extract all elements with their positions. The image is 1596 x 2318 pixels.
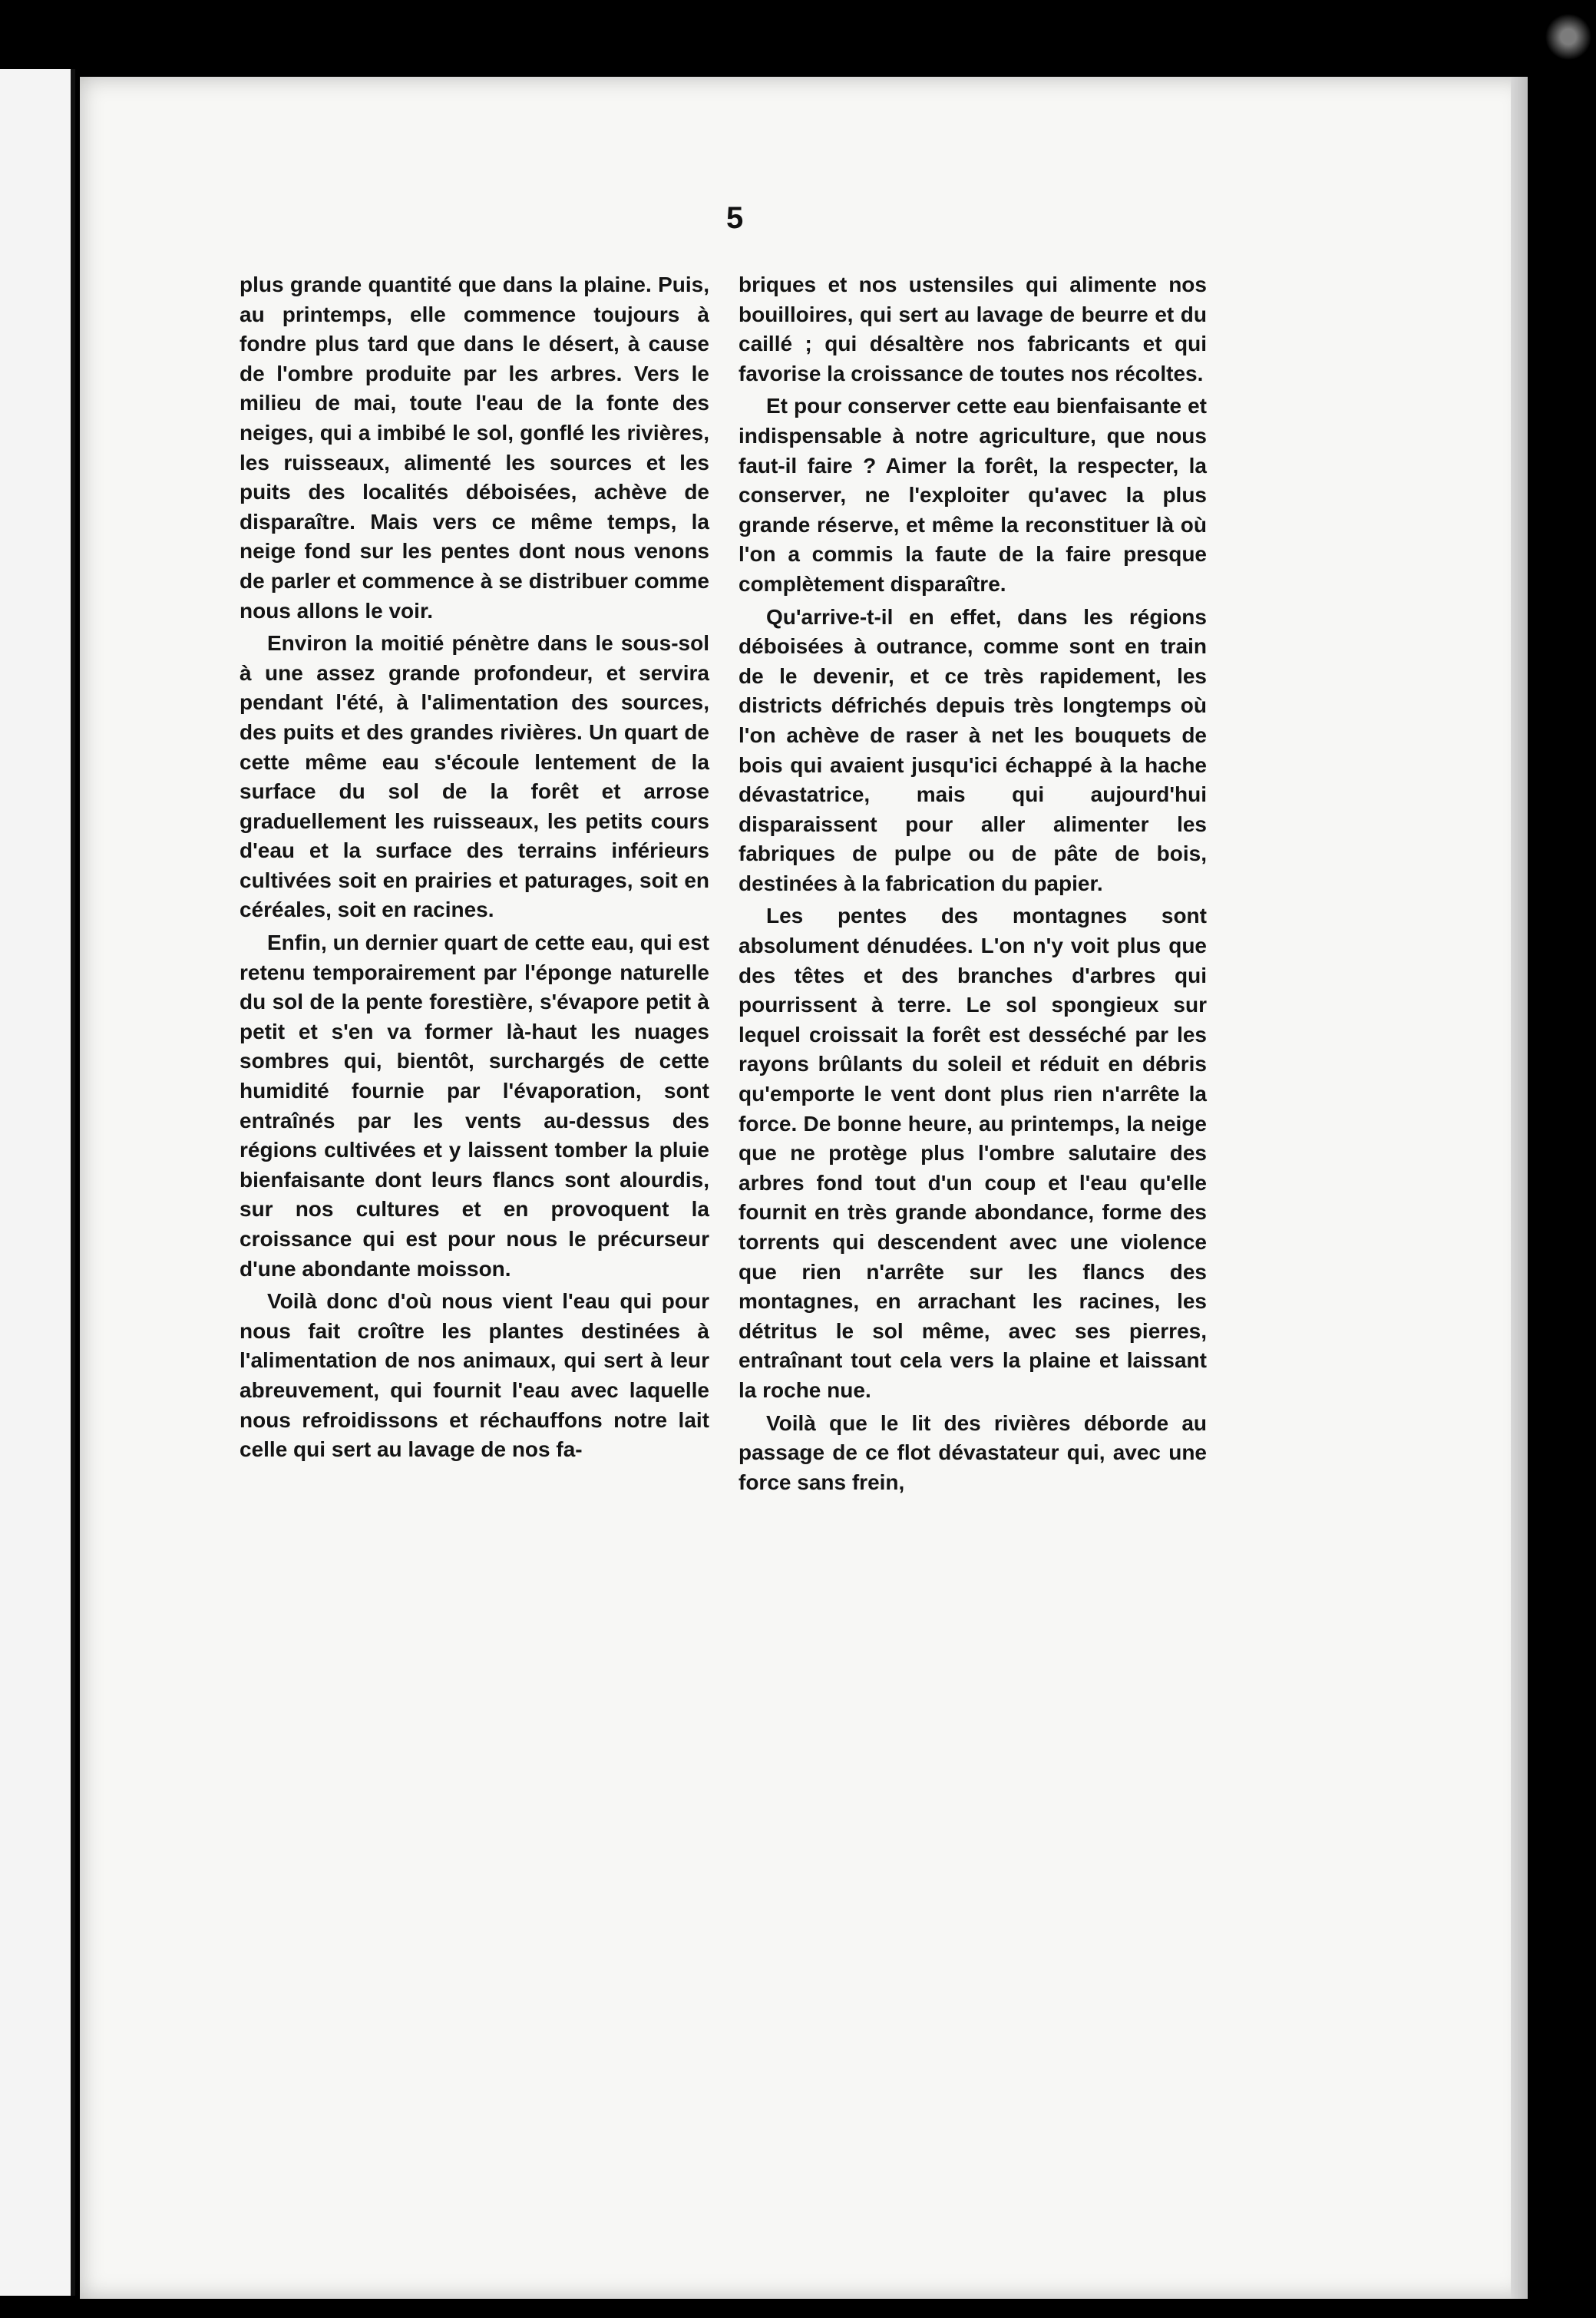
paragraph: Environ la moitié pénètre dans le sous-sol à une assez grande profondeur, et servira pendant l'été, à l'alimentation des sources, des puits et des grandes rivières. Un quart de cette même eau s'écoule lentement de la surface du sol de la forêt et arrose graduellement les ruisseaux, les petits cours d'eau et la surface des terrains inférieurs cultivées soit en prairies et paturages, soit en céréales, soit en racines. [240, 631, 709, 922]
paragraph: Les pentes des montagnes sont absolument dénudées. L'on n'y voit plus que des têtes et des branches d'arbres qui pourrissent à terre. Le sol spongieux sur lequel croissait la forêt est desséché par les rayons brûlants du soleil et réduit en débris qu'emporte le vent dont plus rien n'arrête la force. De bonne heure, au printemps, la neige que ne protège plus l'ombre salutaire des arbres fond tout d'un coup et l'eau qu'elle fournit en très grande abondance, forme des torrents qui descendent avec une violence que rien n'arrête sur les flancs des montagnes, en arrachant les racines, les détritus le sol même, avec ses pierres, entraînant tout cela vers la plaine et laissant la roche nue. [739, 904, 1207, 1402]
right-column [739, 270, 1207, 1497]
left-column [240, 270, 709, 1465]
previous-page-edge [0, 69, 75, 2296]
paragraph: Qu'arrive-t-il en effet, dans les régions déboisées à outrance, comme sont en train de le devenir, et ce très rapidement, les districts défrichés depuis très longtemps où l'on achève de raser à net les bouquets de bois qui avaient jusqu'ici échappé à la hache dévastatrice, mais qui aujourd'hui disparaissent pour aller alimenter les fabriques de pulpe ou de pâte de bois, destinées à la fabrication du papier. [739, 604, 1207, 895]
paragraph: briques et nos ustensiles qui alimente nos bouilloires, qui sert au lavage de beurre et du caillé ; qui désaltère nos fabricants et qui favorise la croissance de toutes nos récoltes. [739, 273, 1207, 385]
paragraph: Voilà que le lit des rivières déborde au passage de ce flot dévastateur qui, avec une force sans frein, [739, 1410, 1207, 1494]
paragraph: plus grande quantité que dans la plaine. Puis, au printemps, elle commence toujours à fondre plus tard que dans le désert, à cause de l'ombre produite par les arbres. Vers le milieu de mai, toute l'eau de la fonte des neiges, qui a imbibé le sol, gonflé les rivières, les ruisseaux, alimenté les sources et les puits des localités déboisées, achève de disparaître. Mais vers ce même temps, la neige fond sur les pentes dont nous venons de parler et commence à se distribuer comme nous allons le voir. [240, 273, 709, 623]
page-edge-shadow [1511, 77, 1528, 2299]
paragraph: Voilà donc d'où nous vient l'eau qui pour nous fait croître les plantes destinées à l'alimentation de nos animaux, qui sert à leur abreuvement, qui fournit l'eau avec laquelle nous refroidissons et réchauffons notre lait celle qui sert au lavage de nos fa- [240, 1289, 709, 1462]
scan-artifact [1527, 0, 1596, 123]
paragraph: Enfin, un dernier quart de cette eau, qui est retenu temporairement par l'éponge naturelle du sol de la pente forestière, s'évapore petit à petit et s'en va former là-haut les nuages sombres qui, bientôt, surchargés de cette humidité fournie par l'évaporation, sont entraînés par les vents au-dessus des régions cultivées et y laissent tomber la pluie bienfaisante dont leurs flancs sont alourdis, sur nos cultures et en provoquent la croissance qui est pour nous le précurseur d'une abondante moisson. [240, 931, 709, 1281]
page-number: 5 [726, 201, 744, 235]
paragraph: Et pour conserver cette eau bienfaisante et indispensable à notre agriculture, que nous faut-il faire ? Aimer la forêt, la respecter, la conserver, ne l'exploiter qu'avec la plus grande réserve, et même la reconstituer là où l'on a commis la faute de la faire presque complètement disparaître. [739, 394, 1207, 596]
